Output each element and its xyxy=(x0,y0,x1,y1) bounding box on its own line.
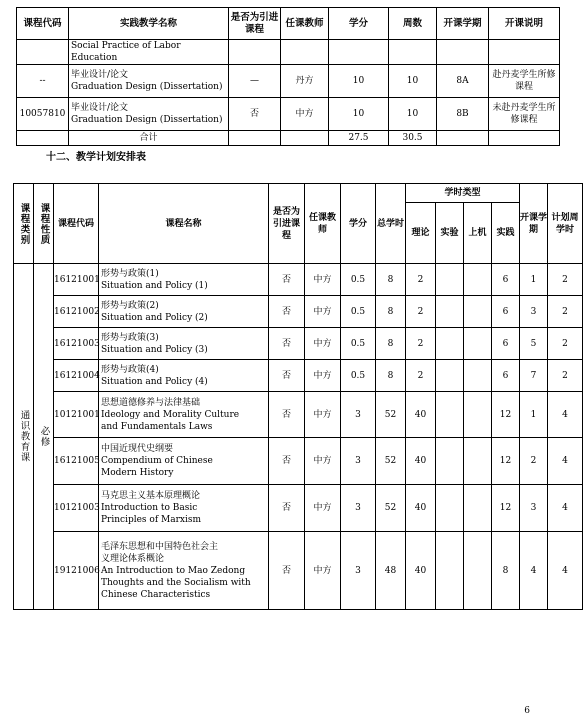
header-hour-types: 学时类型 xyxy=(406,184,520,203)
header-course-code: 课程代码 xyxy=(17,8,69,40)
header-teacher: 任课教师 xyxy=(305,184,341,264)
weekly-hours-cell: 4 xyxy=(548,438,583,485)
course-name-line: 毛泽东思想和中国特色社会主 xyxy=(101,541,219,552)
course-name-line: Principles of Marxism xyxy=(101,515,201,525)
weekly-hours-cell: 4 xyxy=(548,532,583,610)
header-nature xyxy=(34,184,54,264)
table-row xyxy=(17,40,560,65)
total-hours-cell: 52 xyxy=(376,392,406,438)
teacher-cell: 中方 xyxy=(305,532,341,610)
table-row xyxy=(17,65,560,98)
header-category xyxy=(14,184,34,264)
header-weekly-hours: 计划周学时 xyxy=(548,184,583,264)
computer-cell xyxy=(464,360,492,392)
practice-course-table xyxy=(16,7,560,146)
semester-cell: 3 xyxy=(520,296,548,328)
course-name-line: Situation and Policy (4) xyxy=(101,376,208,387)
total-hours-cell: 8 xyxy=(376,296,406,328)
imported-cell: 否 xyxy=(269,485,305,532)
header-practice: 实践 xyxy=(492,203,520,264)
course-code-cell: 10121003 xyxy=(54,485,99,532)
credits-cell: 3 xyxy=(341,438,376,485)
course-name-line: 形势与政策(1) xyxy=(101,268,159,279)
teacher-cell: 中方 xyxy=(305,328,341,360)
table-row xyxy=(14,296,583,328)
section-title: 十二、教学计划安排表 xyxy=(46,152,146,163)
experiment-cell xyxy=(436,296,464,328)
header-experiment: 实验 xyxy=(436,203,464,264)
course-name-cell xyxy=(69,65,229,98)
theory-cell: 40 xyxy=(406,532,436,610)
course-name-line: 毕业设计/论文 xyxy=(71,103,129,113)
experiment-cell xyxy=(436,532,464,610)
course-code-cell: 16121001 xyxy=(54,264,99,296)
imported-cell: 否 xyxy=(269,438,305,485)
note-cell: 未赴丹麦学生所修课程 xyxy=(489,98,560,131)
course-code-cell: 16121002 xyxy=(54,296,99,328)
course-name-line: 中国近现代史纲要 xyxy=(101,444,174,454)
course-name-line: An Introduction to Mao Zedong xyxy=(101,565,246,576)
credits-cell: 0.5 xyxy=(341,328,376,360)
header-total-hours: 总学时 xyxy=(376,184,406,264)
course-name-line: and Fundamentals Laws xyxy=(101,421,213,432)
theory-cell: 2 xyxy=(406,328,436,360)
imported-cell: 否 xyxy=(269,532,305,610)
computer-cell xyxy=(464,392,492,438)
header-note: 开课说明 xyxy=(489,8,560,40)
course-name-cell xyxy=(99,264,269,296)
course-name-line: Situation and Policy (2) xyxy=(101,312,208,323)
course-name-cell xyxy=(69,40,229,65)
course-code-cell: -- xyxy=(17,65,69,98)
practice-cell: 6 xyxy=(492,296,520,328)
weekly-hours-cell: 2 xyxy=(548,360,583,392)
header-theory: 理论 xyxy=(406,203,436,264)
imported-cell: 否 xyxy=(269,296,305,328)
table-row xyxy=(14,360,583,392)
computer-cell xyxy=(464,438,492,485)
practice-table-header xyxy=(17,8,560,40)
credits-cell: 10 xyxy=(329,65,389,98)
computer-cell xyxy=(464,532,492,610)
course-name-line: 形势与政策(2) xyxy=(101,300,159,311)
plan-header-row xyxy=(14,184,583,203)
weeks-cell xyxy=(389,40,437,65)
table-row xyxy=(14,328,583,360)
table-row xyxy=(14,392,583,438)
weekly-hours-cell: 2 xyxy=(548,328,583,360)
header-imported: 是否为引进课程 xyxy=(269,184,305,264)
imported-cell: 否 xyxy=(269,392,305,438)
table-row xyxy=(14,264,583,296)
credits-cell: 10 xyxy=(329,98,389,131)
teacher-cell: 中方 xyxy=(305,438,341,485)
weeks-cell: 10 xyxy=(389,65,437,98)
semester-cell: 3 xyxy=(520,485,548,532)
header-nature-text: 课程性质 xyxy=(38,202,50,245)
semester-cell: 8A xyxy=(437,65,489,98)
experiment-cell xyxy=(436,485,464,532)
category-text: 通识教育课 xyxy=(18,410,30,463)
weeks-cell: 10 xyxy=(389,98,437,131)
semester-cell xyxy=(437,40,489,65)
weekly-hours-cell: 2 xyxy=(548,264,583,296)
course-name-line: Compendium of Chinese xyxy=(101,456,213,466)
experiment-cell xyxy=(436,360,464,392)
teacher-cell: 中方 xyxy=(305,264,341,296)
imported-cell: 否 xyxy=(229,98,281,131)
experiment-cell xyxy=(436,264,464,296)
course-name-line: Thoughts and the Socialism with xyxy=(101,577,251,588)
teacher-cell: 中方 xyxy=(305,296,341,328)
header-name: 课程名称 xyxy=(99,184,269,264)
total-hours-cell: 8 xyxy=(376,328,406,360)
experiment-cell xyxy=(436,438,464,485)
practice-cell: 6 xyxy=(492,328,520,360)
imported-cell xyxy=(229,40,281,65)
teaching-plan-table xyxy=(13,183,583,610)
semester-cell: 8B xyxy=(437,98,489,131)
total-label: 合计 xyxy=(69,131,229,146)
header-computer: 上机 xyxy=(464,203,492,264)
header-teacher: 任课教师 xyxy=(281,8,329,40)
course-code-cell: 10057810 xyxy=(17,98,69,131)
weekly-hours-cell: 4 xyxy=(548,485,583,532)
course-name-line: Modern History xyxy=(101,468,174,478)
course-name-cell xyxy=(99,438,269,485)
credits-cell: 3 xyxy=(341,532,376,610)
note-cell: 赴丹麦学生所修课程 xyxy=(489,65,560,98)
theory-cell: 2 xyxy=(406,360,436,392)
computer-cell xyxy=(464,328,492,360)
course-name-line: Graduation Design (Dissertation) xyxy=(71,82,223,92)
course-name-cell xyxy=(99,532,269,610)
total-hours-cell: 48 xyxy=(376,532,406,610)
practice-cell: 12 xyxy=(492,438,520,485)
credits-cell xyxy=(329,40,389,65)
credits-cell: 3 xyxy=(341,392,376,438)
total-weeks: 30.5 xyxy=(389,131,437,146)
total-spacer-cell xyxy=(17,131,69,146)
course-name-line: Social Practice of Labor Education xyxy=(71,41,181,63)
total-spacer-cell xyxy=(229,131,281,146)
imported-cell: 否 xyxy=(269,360,305,392)
nature-text: 必修 xyxy=(38,426,50,447)
computer-cell xyxy=(464,296,492,328)
practice-cell: 12 xyxy=(492,485,520,532)
total-row xyxy=(17,131,560,146)
credits-cell: 0.5 xyxy=(341,296,376,328)
credits-cell: 0.5 xyxy=(341,360,376,392)
theory-cell: 40 xyxy=(406,392,436,438)
computer-cell xyxy=(464,485,492,532)
credits-cell: 3 xyxy=(341,485,376,532)
course-name-line: 形势与政策(4) xyxy=(101,364,159,375)
header-code: 课程代码 xyxy=(54,184,99,264)
experiment-cell xyxy=(436,328,464,360)
course-code-cell: 10121001 xyxy=(54,392,99,438)
course-name-cell xyxy=(99,360,269,392)
credits-cell: 0.5 xyxy=(341,264,376,296)
practice-cell: 8 xyxy=(492,532,520,610)
teacher-cell: 中方 xyxy=(281,98,329,131)
course-name-line: 思想道德修养与法律基础 xyxy=(101,397,201,408)
practice-cell: 12 xyxy=(492,392,520,438)
semester-cell: 7 xyxy=(520,360,548,392)
page-number: 6 xyxy=(524,706,530,716)
semester-cell: 1 xyxy=(520,264,548,296)
course-name-line: Ideology and Morality Culture xyxy=(101,409,240,420)
practice-cell: 6 xyxy=(492,360,520,392)
table-row xyxy=(14,532,583,610)
total-credits: 27.5 xyxy=(329,131,389,146)
practice-cell: 6 xyxy=(492,264,520,296)
course-name-line: 形势与政策(3) xyxy=(101,332,159,343)
course-code-cell: 19121006 xyxy=(54,532,99,610)
course-code-cell: 16121004 xyxy=(54,360,99,392)
total-spacer-cell xyxy=(281,131,329,146)
total-hours-cell: 8 xyxy=(376,264,406,296)
total-hours-cell: 52 xyxy=(376,438,406,485)
course-name-cell xyxy=(99,485,269,532)
imported-cell: 否 xyxy=(269,264,305,296)
header-semester: 开课学期 xyxy=(437,8,489,40)
header-credits: 学分 xyxy=(329,8,389,40)
course-code-cell: 16121003 xyxy=(54,328,99,360)
teacher-cell: 中方 xyxy=(305,360,341,392)
table-row xyxy=(14,438,583,485)
course-name-line: 马克思主义基本原理概论 xyxy=(101,491,201,501)
teacher-cell xyxy=(281,40,329,65)
course-code-cell xyxy=(17,40,69,65)
teacher-cell: 丹方 xyxy=(281,65,329,98)
header-imported: 是否为引进课程 xyxy=(229,8,281,40)
total-spacer-cell xyxy=(489,131,560,146)
semester-cell: 4 xyxy=(520,532,548,610)
computer-cell xyxy=(464,264,492,296)
experiment-cell xyxy=(436,392,464,438)
course-name-cell xyxy=(99,328,269,360)
teacher-cell: 中方 xyxy=(305,392,341,438)
semester-cell: 1 xyxy=(520,392,548,438)
table-row xyxy=(17,98,560,131)
total-spacer-cell xyxy=(437,131,489,146)
total-hours-cell: 52 xyxy=(376,485,406,532)
nature-cell xyxy=(34,264,54,610)
table-row xyxy=(14,485,583,532)
imported-cell: — xyxy=(229,65,281,98)
header-practice-name: 实践教学名称 xyxy=(69,8,229,40)
course-name-line: Introduction to Basic xyxy=(101,503,198,513)
semester-cell: 2 xyxy=(520,438,548,485)
course-name-cell xyxy=(69,98,229,131)
course-name-cell xyxy=(99,392,269,438)
teacher-cell: 中方 xyxy=(305,485,341,532)
theory-cell: 40 xyxy=(406,485,436,532)
course-name-line: Chinese Characteristics xyxy=(101,589,211,600)
header-credits: 学分 xyxy=(341,184,376,264)
weekly-hours-cell: 4 xyxy=(548,392,583,438)
header-category-text: 课程类别 xyxy=(18,202,30,245)
theory-cell: 40 xyxy=(406,438,436,485)
semester-cell: 5 xyxy=(520,328,548,360)
header-weeks: 周数 xyxy=(389,8,437,40)
course-name-line: 义理论体系概论 xyxy=(101,553,165,564)
total-hours-cell: 8 xyxy=(376,360,406,392)
category-cell xyxy=(14,264,34,610)
imported-cell: 否 xyxy=(269,328,305,360)
course-name-line: Situation and Policy (3) xyxy=(101,344,208,355)
course-name-line: 毕业设计/论文 xyxy=(71,70,129,80)
course-name-cell xyxy=(99,296,269,328)
theory-cell: 2 xyxy=(406,264,436,296)
course-name-line: Graduation Design (Dissertation) xyxy=(71,115,223,125)
header-semester: 开课学期 xyxy=(520,184,548,264)
weekly-hours-cell: 2 xyxy=(548,296,583,328)
note-cell xyxy=(489,40,560,65)
course-code-cell: 16121005 xyxy=(54,438,99,485)
course-name-line: Situation and Policy (1) xyxy=(101,280,208,291)
theory-cell: 2 xyxy=(406,296,436,328)
